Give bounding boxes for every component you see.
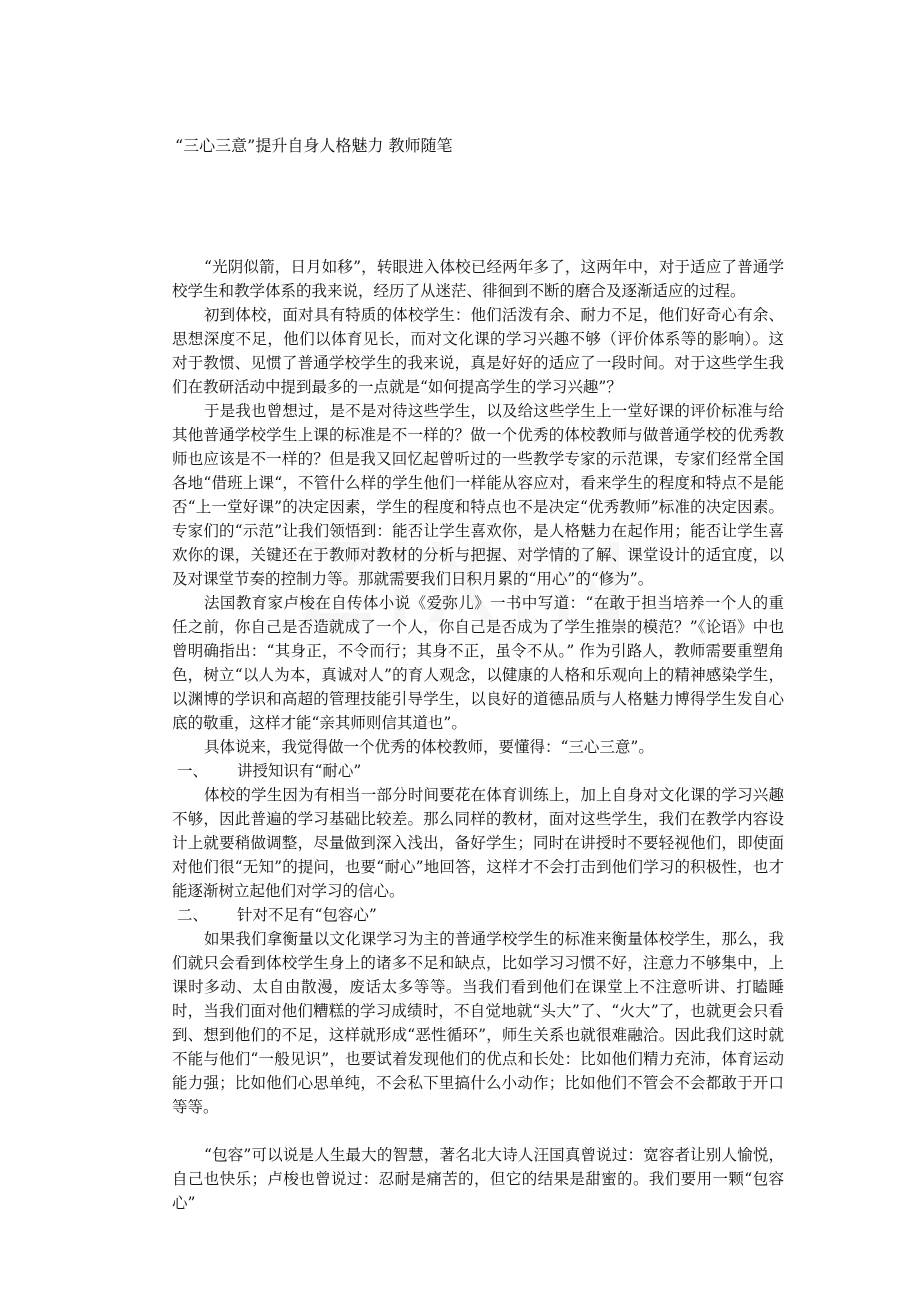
section-number: 一、: [177, 762, 209, 780]
paragraph-closing: “包容”可以说是人生最大的智慧，著名北大诗人汪国真曾说过：宽容者让别人愉悦，自己也快乐；卢梭也曾说过：忍耐是痛苦的，但它的结果是甜蜜的。我们要用一颗“包容心”: [172, 1146, 784, 1212]
section-number: 二、: [177, 906, 209, 924]
section-heading-patience: [172, 759, 784, 783]
paragraph-intro: “光阴似箭，日月如移”，转眼进入体校已经两年多了，这两年中，对于适应了普通学校学生和教学体系的我来说，经历了从迷茫、徘徊到不断的磨合及逐渐适应的过程。: [172, 258, 784, 300]
paragraph-reflection: 于是我也曾想过，是不是对待这些学生，以及给这些学生上一堂好课的评价标准与给其他普通学校学生上课的标准是不一样的？做一个优秀的体校教师与做普通学校的优秀教师也应该是不一样的？但是我又回忆起曾听过的一些教学专家的示范课，专家们经常全国各地“借班上课“，不管什么样的学生他们一样能从容应对，看来学生的程度和特点不是能否“上一堂好课”的决定因素，学生的程度和特点也不是决定“优秀教师”标准的决定因素。专家们的“示范”让我们领悟到：能否让学生喜欢你，是人格魅力在起作用；能否让学生喜欢你的课，关键还在于教师对教材的分析与把握、对学情的了解、课堂设计的适宜度，以及对课堂节奏的控制力等。那就需要我们日积月累的“用心”的“修为”。: [172, 402, 784, 588]
paragraph-tolerance: 如果我们拿衡量以文化课学习为主的普通学校学生的标准来衡量体校学生，那么，我们就只会看到体校学生身上的诸多不足和缺点，比如学习习惯不好，注意力不够集中，上课时多动、太自由散漫，废话太多等等。当我们看到他们在课堂上不注意听讲、打瞌睡时，当我们面对他们糟糕的学习成绩时，不自觉地就“头大”了、“火大”了，也就更会只看到、想到他们的不足，这样就形成“恶性循环”，师生关系也就很难融洽。因此我们这时就不能与他们“一般见识”，也要试着发现他们的优点和长处：比如他们精力充沛，体育运动能力强；比如他们心思单纯，不会私下里搞什么小动作；比如他们不管会不会都敢于开口等等。: [172, 930, 784, 1116]
section-heading-tolerance: [172, 903, 784, 927]
paragraph-rousseau-quote: 法国教育家卢梭在自传体小说《爱弥儿》一书中写道：“在敢于担当培养一个人的重任之前，你自己是否造就成了一个人，你自己是否成为了学生推崇的模范？”《论语》中也曾明确指出：“其身正，不令而行；其身不正，虽令不从。” 作为引路人，教师需要重塑角色，树立“以人为本，真诚对人”的育人观念，以健康的人格和乐观向上的精神感染学生，以渊博的学识和高超的管理技能引导学生，以良好的道德品质与人格魅力博得学生发自心底的敬重，这样才能“亲其师则信其道也”。: [172, 594, 784, 732]
document-title: “三心三意”提升自身人格魅力 教师随笔: [175, 136, 453, 155]
paragraph-three-hearts: 具体说来，我觉得做一个优秀的体校教师，要懂得：“三心三意”。: [204, 738, 654, 756]
section-heading-text: 讲授知识有“耐心”: [237, 762, 362, 780]
section-heading-text: 针对不足有“包容心”: [237, 906, 377, 924]
document-body: [172, 255, 784, 1215]
paragraph-patience: 体校的学生因为有相当一部分时间要花在体育训练上，加上自身对文化课的学习兴趣不够，因此普遍的学习基础比较差。那么同样的教材，面对这些学生，我们在教学内容设计上就要稍做调整，尽量做到深入浅出，备好学生；同时在讲授时不要轻视他们，即使面对他们很“无知”的提问，也要“耐心”地回答，这样才不会打击到他们学习的积极性，也才能逐渐树立起他们对学习的信心。: [172, 786, 784, 900]
paragraph-first-impressions: 初到体校，面对具有特质的体校学生：他们活泼有余、耐力不足，他们好奇心有余、思想深度不足，他们以体育见长，而对文化课的学习兴趣不够（评价体系等的影响）。这对于教惯、见惯了普通学校学生的我来说，真是好好的适应了一段时间。对于这些学生我们在教研活动中提到最多的一点就是“如何提高学生的学习兴趣”？: [172, 306, 784, 396]
